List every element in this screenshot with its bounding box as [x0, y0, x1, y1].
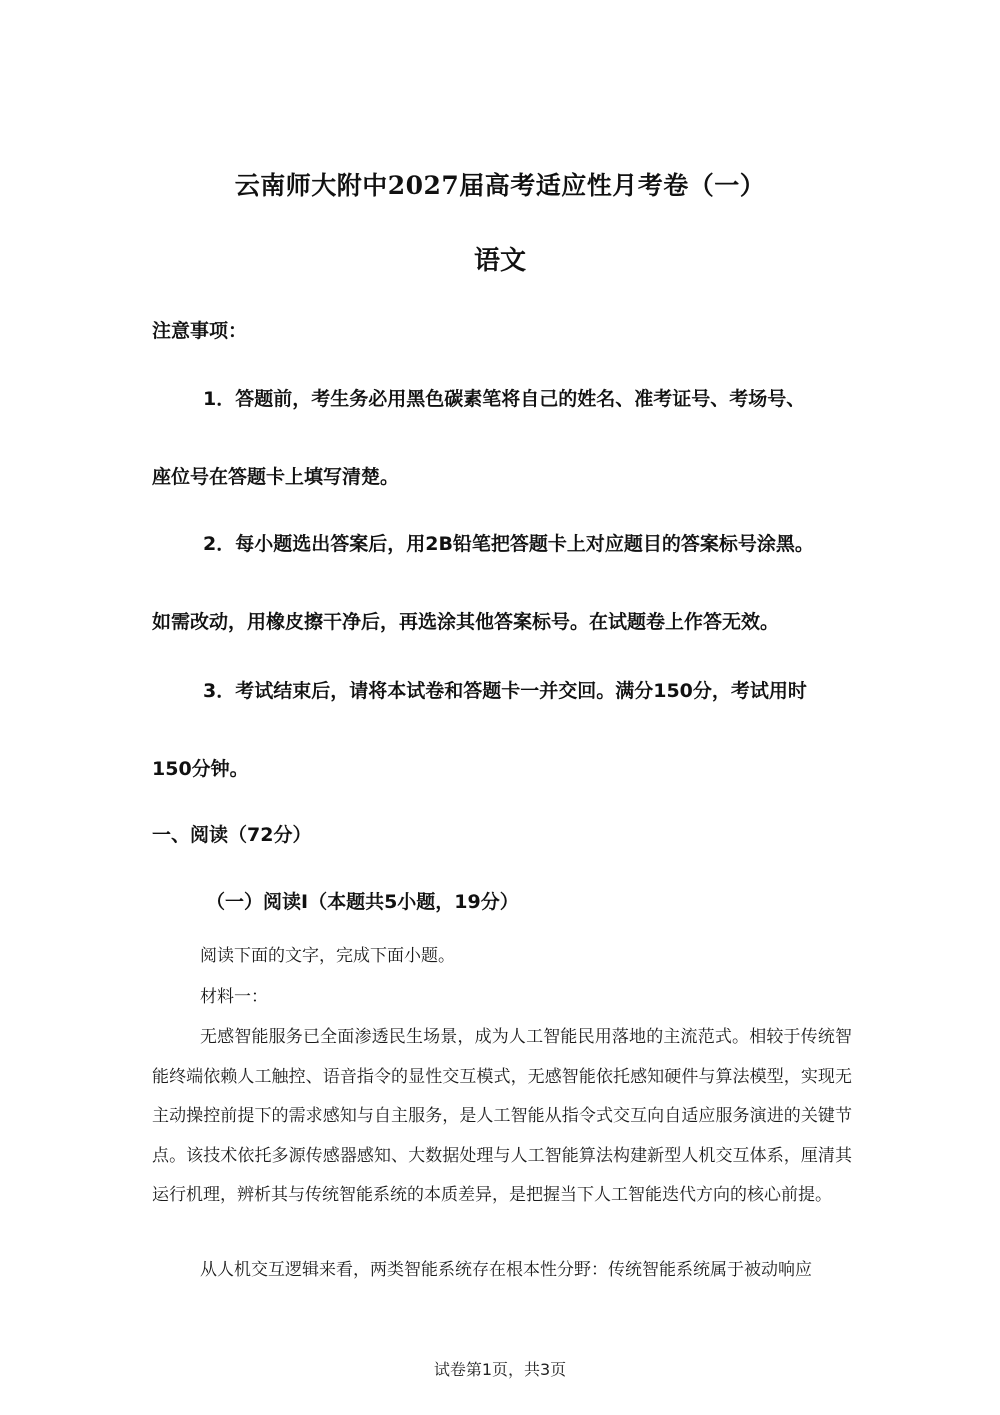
- section-heading: 一、阅读（72分）: [152, 824, 312, 846]
- note-item-2-line-2: 如需改动，用橡皮擦干净后，再选涂其他答案标号。在试题卷上作答无效。: [152, 611, 780, 633]
- subject-title: 语文: [473, 246, 526, 276]
- note-item-1-line-2: 座位号在答题卡上填写清楚。: [152, 466, 400, 488]
- material-paragraph-1: 无感智能服务已全面渗透民生场景，成为人工智能民用落地的主流范式。相较于传统智能终端依赖人工触控、语音指令的显性交互模式，无感智能依托感知硬件与算法模型，实现无主动操控前提下的需求感知与自主服务，是人工智能从指令式交互向自适应服务演进的关键节点。该技术依托多源传感器感知、大数据处理与人工智能算法构建新型人机交互体系，厘清其运行机理，辨析其与传统智能系统的本质差异，是把握当下人工智能迭代方向的核心前提。: [152, 1027, 852, 1205]
- page-footer: 试卷第1页，共3页: [433, 1360, 567, 1379]
- material-label: 材料一：: [200, 987, 268, 1007]
- notes-heading: 注意事项：: [152, 320, 248, 342]
- reading-instruction: 阅读下面的文字，完成下面小题。: [200, 946, 455, 966]
- note-item-1-line-1: 1．答题前，考生务必用黑色碳素笔将自己的姓名、准考证号、考场号、: [203, 388, 806, 410]
- note-item-2-line-1: 2．每小题选出答案后，用2B铅笔把答题卡上对应题目的答案标号涂黑。: [203, 533, 814, 555]
- material-paragraph-2: 从人机交互逻辑来看，两类智能系统存在根本性分野：传统智能系统属于被动响应: [200, 1260, 812, 1280]
- note-item-3-line-1: 3．考试结束后，请将本试卷和答题卡一并交回。满分150分，考试用时: [203, 680, 807, 702]
- subsection-heading: （一）阅读Ⅰ（本题共5小题，19分）: [206, 891, 519, 913]
- exam-title: 云南师大附中2027届高考适应性月考卷（一）: [234, 171, 766, 200]
- note-item-3-line-2: 150分钟。: [152, 758, 249, 780]
